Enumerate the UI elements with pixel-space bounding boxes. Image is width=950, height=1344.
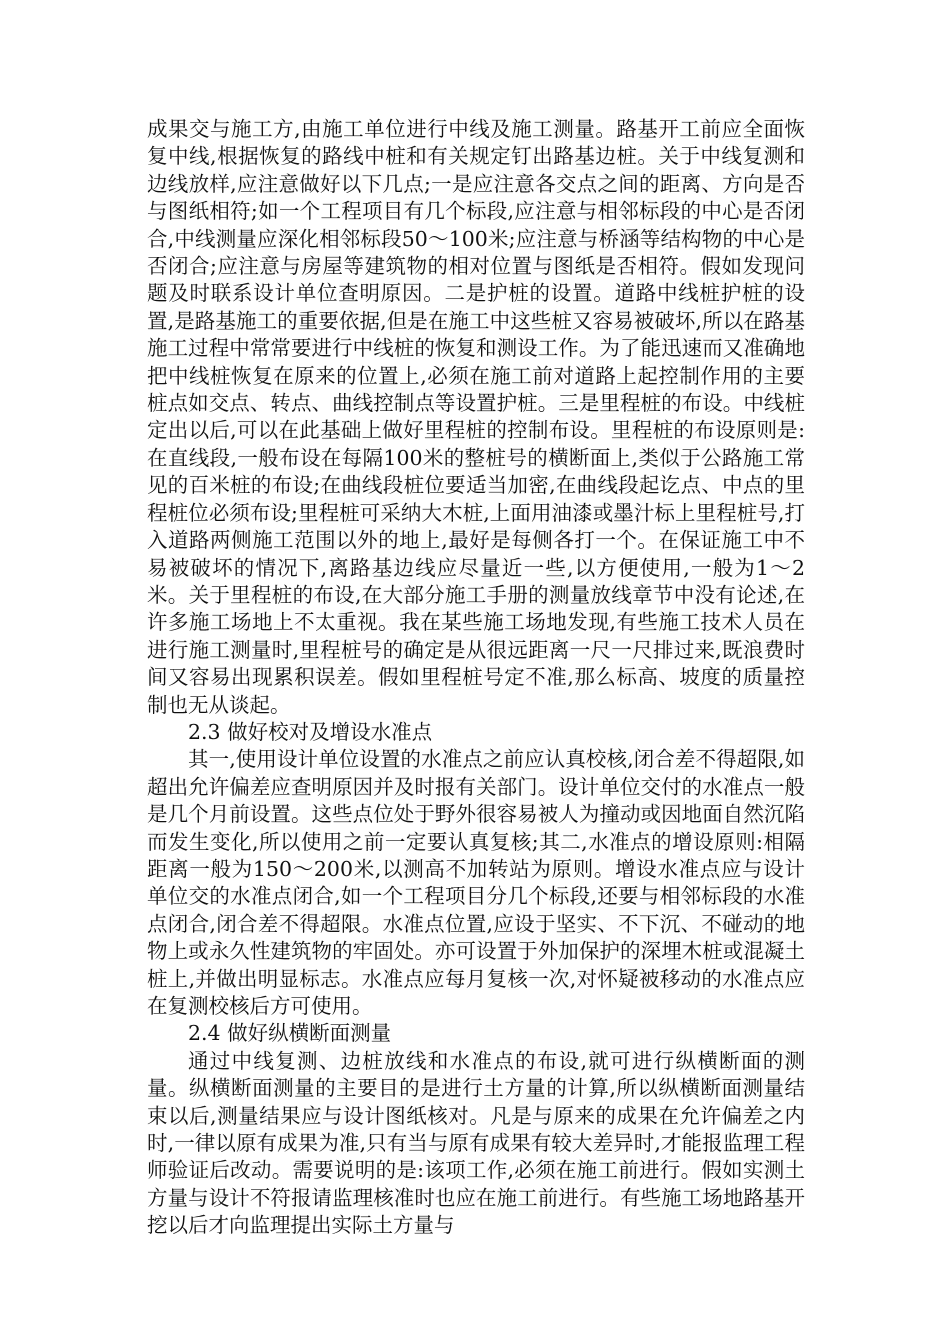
paragraph-cross-sections: 通过中线复测、边桩放线和水准点的布设,就可进行纵横断面的测量。纵横断面测量的主要目的是进行土方量的计算,所以纵横断面测量结束以后,测量结果应与设计图纸核对。凡是与原来的成果在允许偏差之内时,一律以原有成果为准,只有当与原有成果有较大差异时,才能报监理工程师验证后改动。需要说明的是:该项工作,必须在施工前进行。假如实测土方量与设计不符报请监理核准时也应在施工前进行。有些施工场地路基开挖以后才向监理提出实际土方量与	[147, 1048, 805, 1238]
section-heading-2-3: 2.3 做好校对及增设水准点	[188, 719, 433, 744]
paragraph-survey-stakes: 成果交与施工方,由施工单位进行中线及施工测量。路基开工前应全面恢复中线,根据恢复的路线中桩和有关规定钉出路基边桩。关于中线复测和边线放样,应注意做好以下几点;一是应注意各交点之间的距离、方向是否与图纸相符;如一个工程项目有几个标段,应注意与相邻标段的中心是否闭合,中线测量应深化相邻标段50～100米;应注意与桥涵等结构物的中心是否闭合;应注意与房屋等建筑物的相对位置与图纸是否相符。假如发现问题及时联系设计单位查明原因。二是护桩的设置。道路中线桩护桩的设置,是路基施工的重要依据,但是在施工中这些桩又容易被破坏,所以在路基施工过程中常常要进行中线桩的恢复和测设工作。为了能迅速而又准确地把中线桩恢复在原来的位置上,必须在施工前对道路上起控制作用的主要桩点如交点、转点、曲线控制点等设置护桩。三是里程桩的布设。中线桩定出以后,可以在此基础上做好里程桩的控制布设。里程桩的布设原则是:在直线段,一般布设在每隔100米的整桩号的横断面上,类似于公路施工常见的百米桩的布设;在曲线段桩位要适当加密,在曲线段起讫点、中点的里程桩位必须布设;里程桩可采纳大木桩,上面用油漆或墨汁标上里程桩号,打入道路两侧施工范围以外的地上,最好是每侧各打一个。在保证施工中不易被破坏的情况下,离路基边线应尽量近一些,以方便使用,一般为1～2米。关于里程桩的布设,在大部分施工手册的测量放线章节中没有论述,在许多施工场地上不太重视。我在某些施工场地发现,有些施工技术人员在进行施工测量时,里程桩号的确定是从很远距离一尺一尺排过来,既浪费时间又容易出现累积误差。假如里程桩号定不准,那么标高、坡度的质量控制也无从谈起。	[147, 117, 805, 717]
paragraph-benchmarks: 其一,使用设计单位设置的水准点之前应认真校核,闭合差不得超限,如超出允许偏差应查明原因并及时报有关部门。设计单位交付的水准点一般是几个月前设置。这些点位处于野外很容易被人为撞动或因地面自然沉陷而发生变化,所以使用之前一定要认真复核;其二,水准点的增设原则:相隔距离一般为150～200米,以测高不加转站为原则。增设水准点应与设计单位交的水准点闭合,如一个工程项目分几个标段,还要与相邻标段的水准点闭合,闭合差不得超限。水准点位置,应设于坚实、不下沉、不碰动的地物上或永久性建筑物的牢固处。亦可设置于外加保护的深埋木桩或混凝土桩上,并做出明显标志。水准点应每月复核一次,对怀疑被移动的水准点应在复测校核后方可使用。	[147, 747, 805, 1018]
body-text	[147, 116, 805, 1240]
section-heading-2-4: 2.4 做好纵横断面测量	[188, 1021, 392, 1046]
